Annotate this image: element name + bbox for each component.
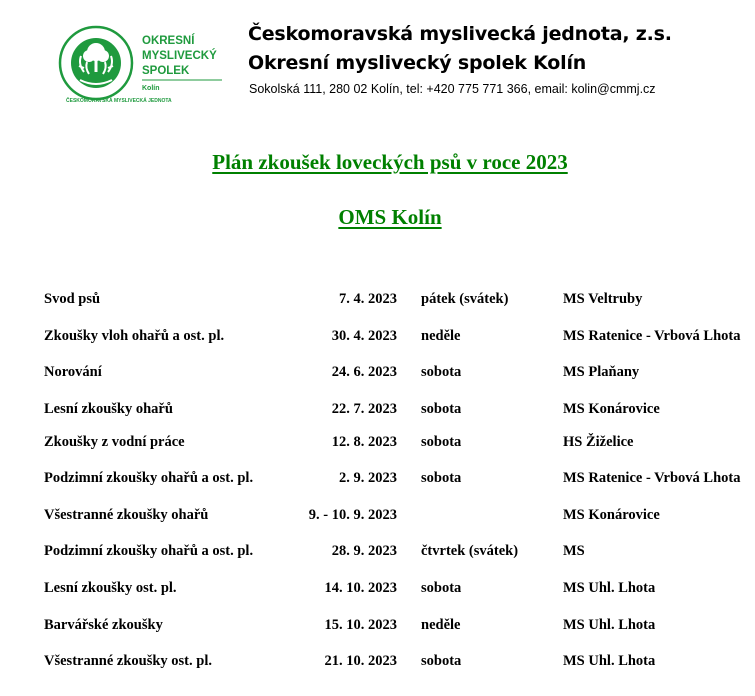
- organization-branch: Okresní myslivecký spolek Kolín: [248, 52, 587, 74]
- exam-day: neděle: [421, 328, 461, 344]
- exam-date: 14. 10. 2023: [324, 580, 397, 596]
- logo-line2: MYSLIVECKÝ: [142, 50, 217, 62]
- exam-date: 15. 10. 2023: [324, 617, 397, 633]
- exam-place: MS Uhl. Lhota: [563, 617, 656, 633]
- exam-place: MS Plaňany: [563, 364, 640, 380]
- exam-name: Barvářské zkoušky: [44, 617, 163, 633]
- exam-name: Všestranné zkoušky ost. pl.: [44, 653, 212, 669]
- exam-day: čtvrtek (svátek): [421, 543, 519, 559]
- exam-name: Lesní zkoušky ohařů: [44, 401, 173, 417]
- exam-date: 21. 10. 2023: [324, 653, 397, 669]
- exam-place: MS Ratenice - Vrbová Lhota: [563, 328, 741, 344]
- exam-date: 22. 7. 2023: [331, 401, 397, 417]
- exam-day: sobota: [421, 434, 462, 450]
- oms-logo: [58, 22, 222, 104]
- exam-name: Norování: [44, 364, 102, 380]
- exam-name: Svod psů: [44, 291, 101, 307]
- exam-name: Podzimní zkoušky ohařů a ost. pl.: [44, 543, 254, 559]
- exam-name: Podzimní zkoušky ohařů a ost. pl.: [44, 470, 254, 486]
- exam-date: 28. 9. 2023: [331, 543, 397, 559]
- organization-address: Sokolská 111, 280 02 Kolín, tel: +420 775 771 366, email: kolin@cmmj.cz: [249, 82, 656, 96]
- exam-date: 12. 8. 2023: [331, 434, 397, 450]
- exam-place: MS Uhl. Lhota: [563, 653, 656, 669]
- exam-day: sobota: [421, 364, 462, 380]
- exam-name: Zkoušky vloh ohařů a ost. pl.: [44, 328, 225, 344]
- document-subtitle: OMS Kolín: [338, 205, 442, 229]
- organization-name: Českomoravská myslivecká jednota, z.s.: [248, 23, 672, 45]
- exam-place: MS Veltruby: [563, 291, 643, 307]
- exam-date: 2. 9. 2023: [339, 470, 397, 486]
- exam-day: sobota: [421, 401, 462, 417]
- exam-day: sobota: [421, 470, 462, 486]
- exam-place: MS: [563, 543, 585, 559]
- logo-town: Kolín: [142, 85, 160, 92]
- exam-day: neděle: [421, 617, 461, 633]
- logo-line1: OKRESNÍ: [142, 35, 195, 47]
- exam-day: sobota: [421, 653, 462, 669]
- exam-place: MS Uhl. Lhota: [563, 580, 656, 596]
- exam-day: pátek (svátek): [421, 291, 509, 307]
- exam-place: MS Konárovice: [563, 401, 660, 417]
- exam-place: HS Žiželice: [563, 434, 634, 450]
- logo-line3: SPOLEK: [142, 65, 190, 77]
- exam-date: 24. 6. 2023: [331, 364, 397, 380]
- exam-date: 9. - 10. 9. 2023: [308, 507, 397, 523]
- exam-name: Lesní zkoušky ost. pl.: [44, 580, 177, 596]
- exam-date: 7. 4. 2023: [339, 291, 397, 307]
- exam-place: MS Konárovice: [563, 507, 660, 523]
- logo-ring-text: ČESKOMORAVSKÁ MYSLIVECKÁ JEDNOTA: [66, 98, 172, 104]
- exam-name: Zkoušky z vodní práce: [44, 434, 185, 450]
- exam-day: sobota: [421, 580, 462, 596]
- exam-name: Všestranné zkoušky ohařů: [44, 507, 209, 523]
- exam-place: MS Ratenice - Vrbová Lhota: [563, 470, 741, 486]
- letterhead: [0, 0, 755, 110]
- exam-date: 30. 4. 2023: [331, 328, 397, 344]
- document-title: Plán zkoušek loveckých psů v roce 2023: [212, 150, 568, 174]
